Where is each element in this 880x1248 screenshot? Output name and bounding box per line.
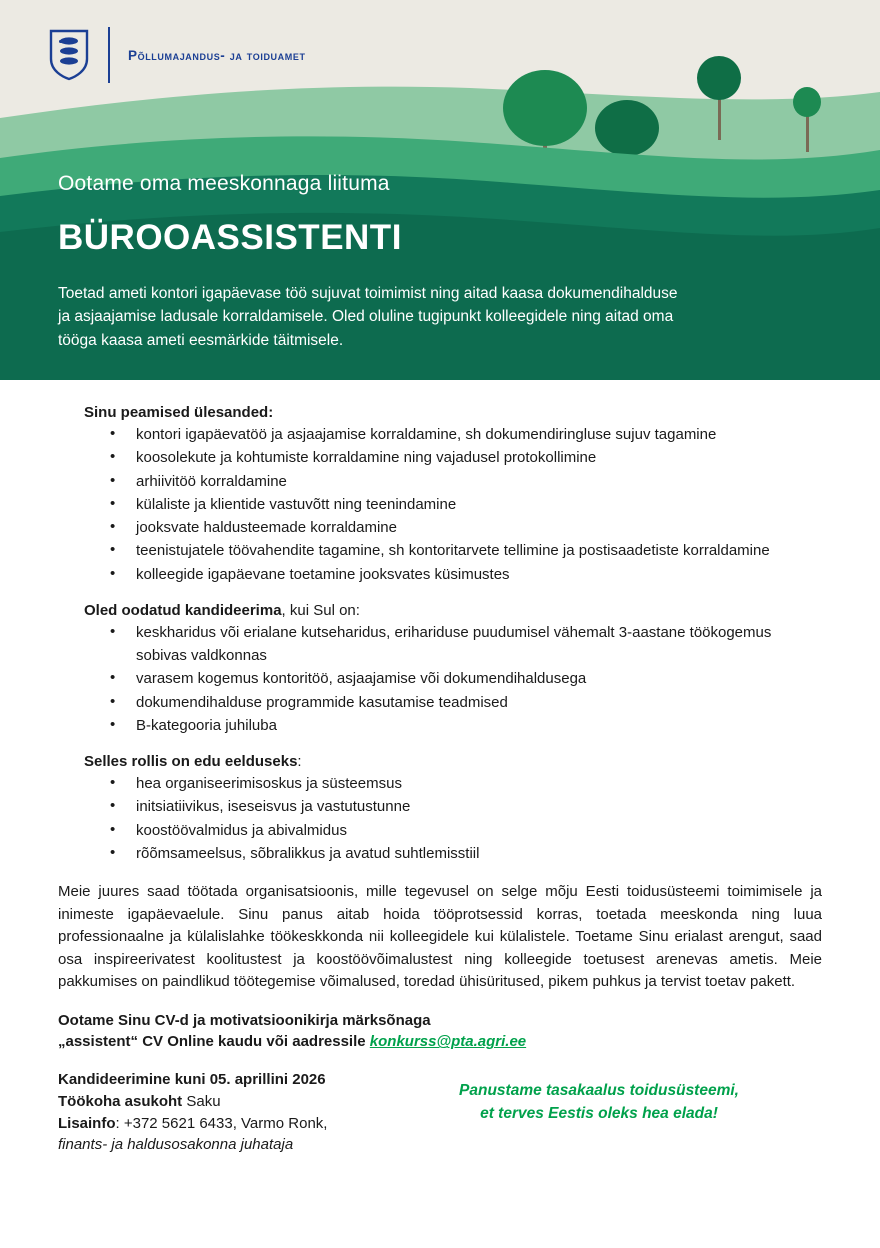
list-item: • B-kategooria juhiluba [136, 714, 822, 737]
list-item: • hea organiseerimisoskus ja süsteemsus [136, 772, 822, 795]
apply-line-2-prefix: „assistent“ CV Online kaudu või aadressile [58, 1033, 370, 1051]
list-item: • jooksvate haldusteemade korraldamine [136, 516, 822, 539]
list-item: • varasem kogemus kontoritöö, asjaajamise või dokumendihaldusega [136, 667, 822, 690]
list-item: • külaliste ja klientide vastuvõtt ning teenindamine [136, 493, 822, 516]
contact-value: : +372 5621 6433, Varmo Ronk, [115, 1114, 328, 1132]
list-item: • initsiatiivikus, iseseisvus ja vastutustunne [136, 795, 822, 818]
section-heading-bold: Selles rollis on edu eelduseks [84, 753, 298, 770]
logo-divider [108, 27, 110, 83]
application-email-link[interactable]: konkurss@pta.agri.ee [369, 1033, 527, 1051]
section-heading-rest: , kui Sul on: [281, 601, 360, 619]
task-list [58, 423, 822, 586]
document-header [0, 0, 880, 380]
location-value: Saku [186, 1092, 221, 1110]
section-heading [84, 404, 822, 421]
list-item: • koosolekute ja kohtumiste korraldamine ning vajadusel protokollimine [136, 446, 822, 469]
document-body [0, 380, 880, 1189]
offer-paragraph: Meie juures saad töötada organisatsioonis, mille tegevusel on selge mõju Eesti toidusüsteemi toimimisele ja inimeste igapäevaelule. Sinu panus aitab hoida tööprotsessid korras, toetada meeskonda ning luua professionaalne ja külalislahke töökeskkonda nii kolleegidele kui külalistele. Toetame Sinu erialast arengut, saad osa inspireerivatest koolitustest ja koostöövõimalustest ning kolleegide toetusest arenevas ametis. Meie pakkumises on paindlikud töötegemise võimalused, toredad ühisüritused, pikem puhkus ja tervist toetav pakett. [58, 883, 822, 990]
list-item: • rõõmsameelsus, sõbralikkus ja avatud suhtlemisstiil [136, 842, 822, 865]
apply-line-1: Ootame Sinu CV-d ja motivatsioonikirja märksõnaga [58, 1011, 431, 1029]
list-item: • koostöövalmidus ja abivalmidus [136, 819, 822, 842]
header-text-block [58, 172, 718, 352]
contact-role: finants- ja haldusosakonna juhataja [58, 1136, 294, 1154]
section-tasks [58, 404, 822, 586]
location-label: Töökoha asukoht [58, 1092, 183, 1110]
apply-line-2 [58, 1031, 822, 1053]
header-logo-bar [0, 0, 880, 110]
footer-block [58, 1069, 822, 1189]
list-item: • teenistujatele töövahendite tagamine, sh kontoritarvete tellimine ja postisaadetiste korraldamine [136, 539, 822, 562]
contact-label: Lisainfo [58, 1114, 116, 1132]
list-item: • arhiivitöö korraldamine [136, 470, 822, 493]
list-item: • dokumendihalduse programmide kasutamise teadmised [136, 691, 822, 714]
apply-instructions [58, 1010, 822, 1054]
job-intro: Toetad ameti kontori igapäevase töö sujuvat toimimist ning aitad kaasa dokumendihalduse ja asjaajamise ladusale korraldamisele. Oled oluline tugipunkt kolleegidele ning aitad oma tööga kaasa ameti eesmärkide täitmisele. [58, 285, 678, 349]
slogan-line-2: et terves Eestis oleks hea elada! [480, 1104, 718, 1122]
advantage-list [58, 772, 822, 865]
slogan [434, 1080, 764, 1125]
list-item: • kontori igapäevatöö ja asjaajamise korraldamine, sh dokumendiringluse sujuv tagamine [136, 423, 822, 446]
section-requirements [58, 602, 822, 737]
section-heading-bold: Sinu peamised ülesanded: [84, 404, 274, 421]
section-heading-rest: : [297, 753, 302, 770]
section-heading [84, 753, 822, 770]
section-heading [84, 602, 822, 619]
deadline: Kandideerimine kuni 05. aprillini 2026 [58, 1071, 326, 1088]
section-advantages [58, 753, 822, 865]
header-eyebrow: Ootame oma meeskonnaga liituma [58, 172, 390, 195]
list-item: • kolleegide igapäevane toetamine jooksvates küsimustes [136, 563, 822, 586]
job-title: BÜROOASSISTENTI [58, 218, 402, 257]
section-heading-bold: Oled oodatud kandideerima [84, 601, 282, 619]
estonian-coat-of-arms-icon [48, 29, 90, 81]
organization-name: Põllumajandus- ja toiduamet [128, 47, 306, 63]
list-item: • keskharidus või erialane kutseharidus, erihariduse puudumisel vähemalt 3-aastane töökogemus sobivas valdkonnas [136, 621, 822, 668]
slogan-line-1: Panustame tasakaalus toidusüsteemi, [459, 1082, 739, 1100]
requirement-list [58, 621, 822, 737]
